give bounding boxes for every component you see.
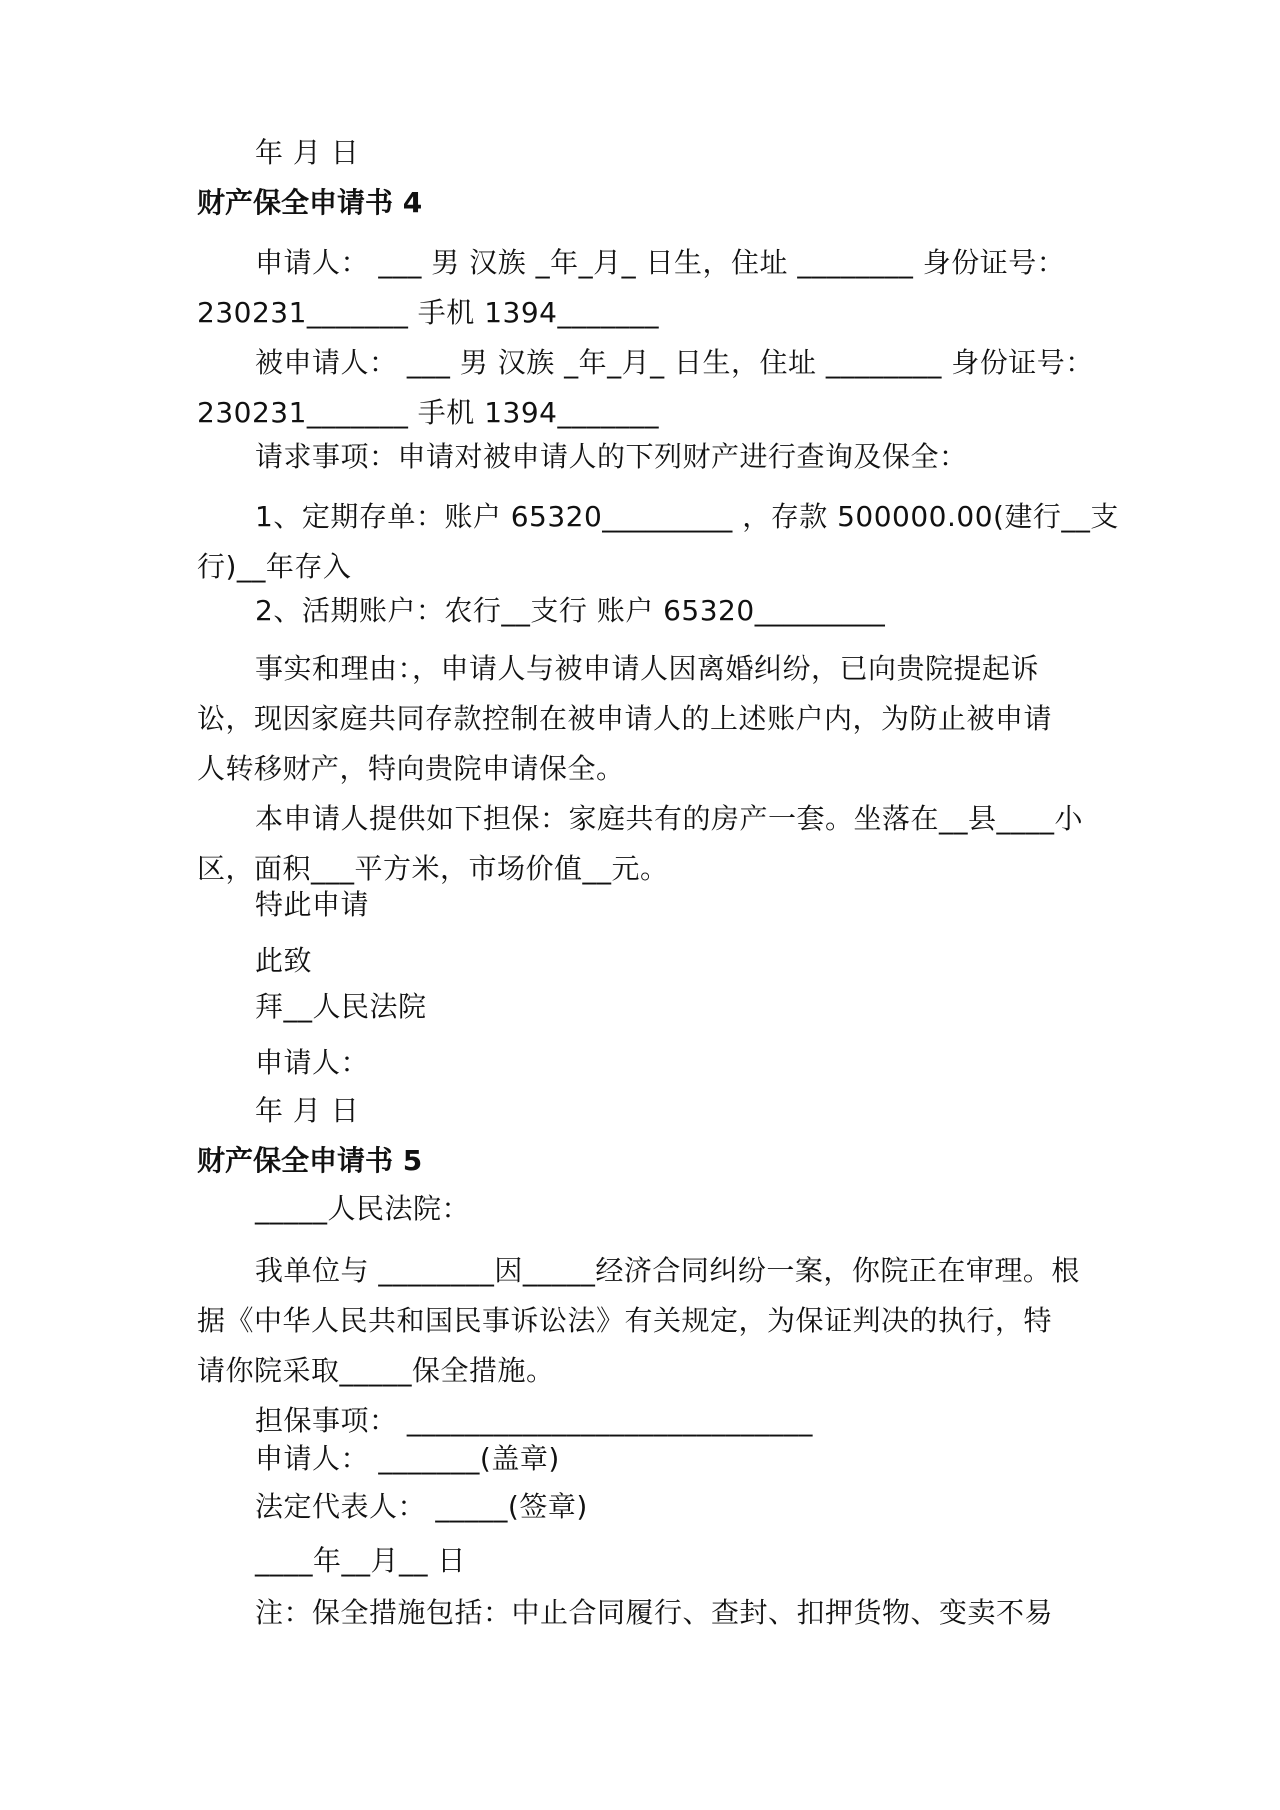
item1-line-2: 行)__年存入: [197, 550, 352, 583]
facts-line-3: 人转移财产，特向贵院申请保全。: [197, 752, 625, 785]
body-line-3: 请你院采取_____保全措施。: [197, 1354, 555, 1387]
request-line: 请求事项：申请对被申请人的下列财产进行查询及保全：: [255, 440, 968, 473]
applicant-seal-line: 申请人： _______(盖章): [255, 1442, 560, 1475]
respondent-line-1: 被申请人： ___ 男 汉族 _年_月_ 日生，住址 ________ 身份证号：: [255, 346, 1094, 379]
guarantee-item-line: 担保事项： ____________________________: [255, 1404, 813, 1437]
signer-line: 申请人：: [255, 1046, 370, 1079]
applicant-line-1: 申请人： ___ 男 汉族 _年_月_ 日生，住址 ________ 身份证号：: [255, 246, 1066, 279]
guarantee-line-2: 区，面积___平方米，市场价值__元。: [197, 852, 669, 885]
to-line: 此致: [255, 944, 313, 977]
body-line-2: 据《中华人民共和国民事诉讼法》有关规定，为保证判决的执行，特: [197, 1304, 1053, 1337]
legal-rep-line: 法定代表人： _____(签章): [255, 1490, 588, 1523]
guarantee-line-1: 本申请人提供如下担保：家庭共有的房产一套。坐落在__县____小: [255, 802, 1084, 835]
note-line: 注：保全措施包括：中止合同履行、查封、扣押货物、变卖不易: [255, 1596, 1054, 1629]
facts-line-2: 讼，现因家庭共同存款控制在被申请人的上述账户内，为防止被申请: [197, 702, 1053, 735]
date-line-4: 年 月 日: [255, 1094, 360, 1127]
court-line-5: _____人民法院：: [255, 1192, 471, 1225]
closing-line: 特此申请: [255, 888, 370, 921]
item2-line: 2、活期账户：农行__支行 账户 65320_________: [255, 594, 886, 627]
facts-line-1: 事实和理由：，申请人与被申请人因离婚纠纷，已向贵院提起诉: [255, 652, 1040, 685]
section-title-5: 财产保全申请书 5: [197, 1144, 423, 1177]
court-line: 拜__人民法院: [255, 990, 427, 1023]
applicant-line-2: 230231_______ 手机 1394_______: [197, 296, 659, 329]
respondent-line-2: 230231_______ 手机 1394_______: [197, 396, 659, 429]
date-line-5: ____年__月__ 日: [255, 1544, 466, 1577]
item1-line-1: 1、定期存单：账户 65320_________ ，存款 500000.00(建行__支: [255, 500, 1119, 533]
section-title-4: 财产保全申请书 4: [197, 186, 423, 219]
date-line-top: 年 月 日: [255, 136, 360, 169]
body-line-1: 我单位与 ________因_____经济合同纠纷一案，你院正在审理。根: [255, 1254, 1080, 1287]
